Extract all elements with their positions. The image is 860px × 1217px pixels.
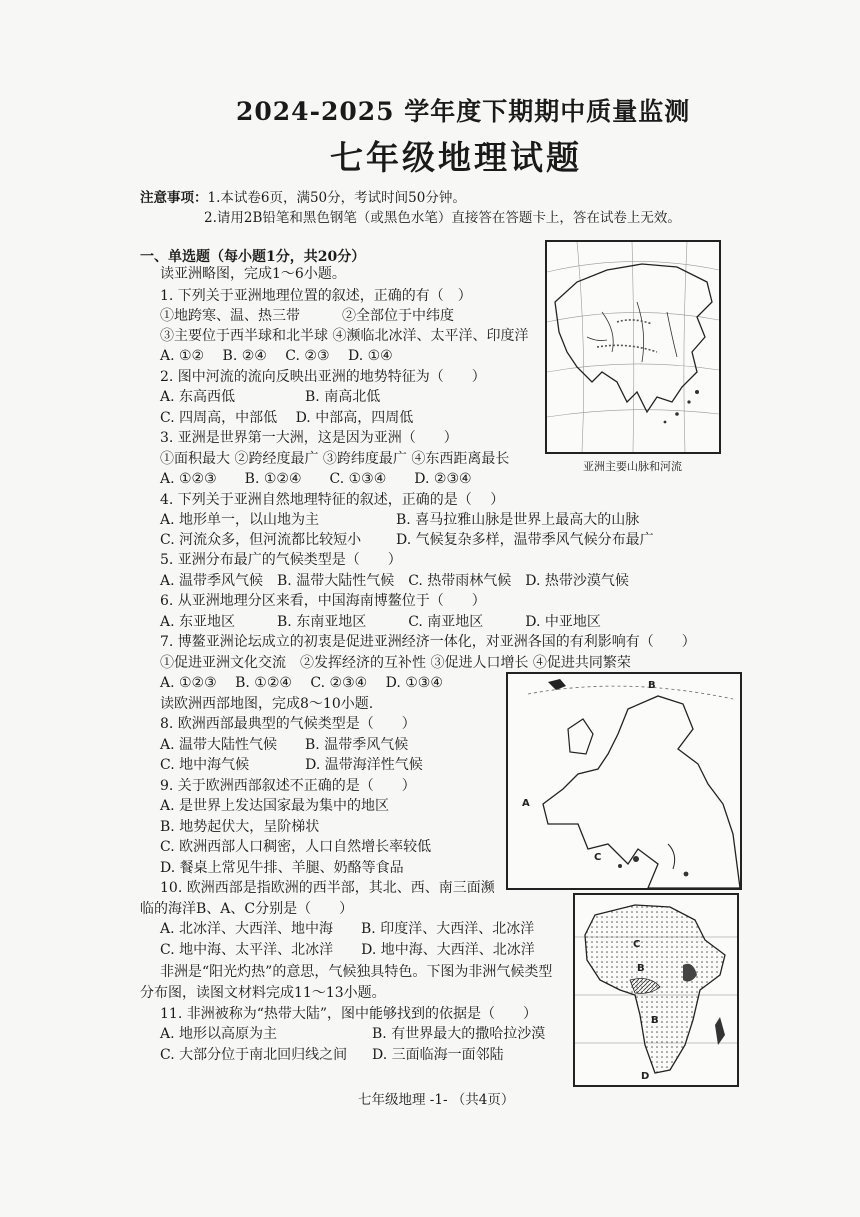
q5-options: A. 温带季风气候 B. 温带大陆性气候 C. 热带雨林气候 D. 热带沙漠气候 [160,573,629,589]
africa-label-b-south: B [651,1015,659,1026]
q3-options: A. ①②③ B. ①②④ C. ①③④ D. ②③④ [160,471,472,487]
europe-coastline [543,696,740,888]
q9-option-b: B. 地势起伏大，呈阶梯状 [160,819,320,835]
q11-option-b: B. 有世界最大的撒哈拉沙漠 [372,1026,546,1042]
q8-line-2: C. 地中海气候 D. 温带海洋性气候 [160,757,423,773]
africa-map [573,893,739,1087]
section-heading: 一、单选题（每小题1分，共20分） [140,249,366,265]
q8-stem: 8. 欧洲西部最典型的气候类型是（ ） [160,716,416,732]
q4-option-a: A. 地形单一，以山地为主 [160,512,320,528]
note-1: 1.本试卷6页，满50分，考试时间50分钟。 [207,190,466,206]
q5-stem: 5. 亚洲分布最广的气候类型是（ ） [160,552,402,568]
q9-option-d: D. 餐桌上常见牛排、羊腿、奶酪等食品 [160,860,404,876]
notes-label: 注意事项： [140,190,208,206]
q10-stem-2: 临的海洋B、A、C分别是（ ） [140,901,354,917]
q4-option-b: B. 喜马拉雅山脉是世界上最高大的山脉 [396,512,640,528]
subject-title: 七年级地理试题 [330,138,582,177]
q4-option-c: C. 河流众多，但河流都比较短小 [160,532,362,548]
q3-line-1: ①面积最大 ②跨经度最广 ③跨纬度最广 ④东西距离最长 [160,451,510,467]
exam-title: 2024-2025 学年度下期期中质量监测 [236,97,691,126]
africa-label-c: C [633,939,641,950]
asia-map [545,240,721,454]
q7-stem: 7. 博鳌亚洲论坛成立的初衷是促进亚洲经济一体化，对亚洲各国的有利影响有（ ） [160,634,696,650]
q4-option-d: D. 气候复杂多样，温带季风气候分布最广 [396,532,654,548]
q11-option-d: D. 三面临海一面邻陆 [372,1047,504,1063]
europe-label-b: B [648,680,656,691]
q1-stem: 1. 下列关于亚洲地理位置的叙述，正确的有（ ） [160,288,472,304]
q3-stem: 3. 亚洲是世界第一大洲，这是因为亚洲（ ） [160,430,458,446]
q10-line-1: A. 北冰洋、大西洋、地中海 B. 印度洋、大西洋、北冰洋 [160,921,535,937]
q2-line-1: A. 东高西低 B. 南高北低 [160,389,381,405]
q10-line-2: C. 地中海、太平洋、北冰洋 D. 地中海、大西洋、北冰洋 [160,942,535,958]
asia-map-caption: 亚洲主要山脉和河流 [583,460,682,473]
q1-line-2: ③主要位于西半球和北半球 ④濒临北冰洋、太平洋、印度洋 [160,328,529,344]
q7-line-1: ①促进亚洲文化交流 ②发挥经济的互补性 ③促进人口增长 ④促进共同繁荣 [160,655,631,671]
europe-label-c: C [594,852,602,863]
q2-stem: 2. 图中河流的流向反映出亚洲的地势特征为（ ） [160,369,486,385]
q8-line-1: A. 温带大陆性气候 B. 温带季风气候 [160,737,409,753]
africa-label-b-north: B [637,963,645,974]
q4-stem: 4. 下列关于亚洲自然地理特征的叙述，正确的是（ ） [160,492,505,508]
note-2: 2.请用2B铅笔和黑色钢笔（或黑色水笔）直接答在答题卡上，答在试卷上无效。 [204,210,681,226]
page-footer: 七年级地理 -1- （共4页） [358,1092,515,1108]
q11-stem: 11. 非洲被称为“热带大陆”，图中能够找到的依据是（ ） [160,1006,538,1022]
q9-stem: 9. 关于欧洲西部叙述不正确的是（ ） [160,778,416,794]
africa-label-d: D [641,1071,650,1082]
q11-option-c: C. 大部分位于南北回归线之间 [160,1047,348,1063]
q9-option-a: A. 是世界上发达国家最为集中的地区 [160,798,390,814]
notes-line-1 [140,186,466,206]
q10-stem: 10. 欧洲西部是指欧洲的西半部，其北、西、南三面濒 [160,880,495,896]
q7-options: A. ①②③ B. ①②④ C. ②③④ D. ①③④ [160,675,443,691]
intro-europe: 读欧洲西部地图，完成8～10小题. [160,696,374,712]
q1-options: A. ①② B. ②④ C. ②③ D. ①④ [160,348,393,364]
q9-option-c: C. 欧洲西部人口稠密，人口自然增长率较低 [160,839,432,855]
intro-africa-2: 分布图，读图文材料完成11～13小题。 [140,985,386,1001]
q6-stem: 6. 从亚洲地理分区来看，中国海南博鳌位于（ ） [160,593,486,609]
intro-africa: 非洲是“阳光灼热”的意思，气候独具特色。下图为非洲气候类型 [160,964,553,980]
europe-label-a: A [522,798,530,809]
q1-line-1: ①地跨寒、温、热三带 ②全部位于中纬度 [160,308,454,324]
q6-options: A. 东亚地区 B. 东南亚地区 C. 南亚地区 D. 中亚地区 [160,614,601,630]
europe-map [506,672,742,890]
q2-line-2: C. 四周高，中部低 D. 中部高，四周低 [160,410,414,426]
intro-asia: 读亚洲略图，完成1～6小题。 [160,266,346,282]
q11-option-a: A. 地形以高原为主 [160,1026,278,1042]
